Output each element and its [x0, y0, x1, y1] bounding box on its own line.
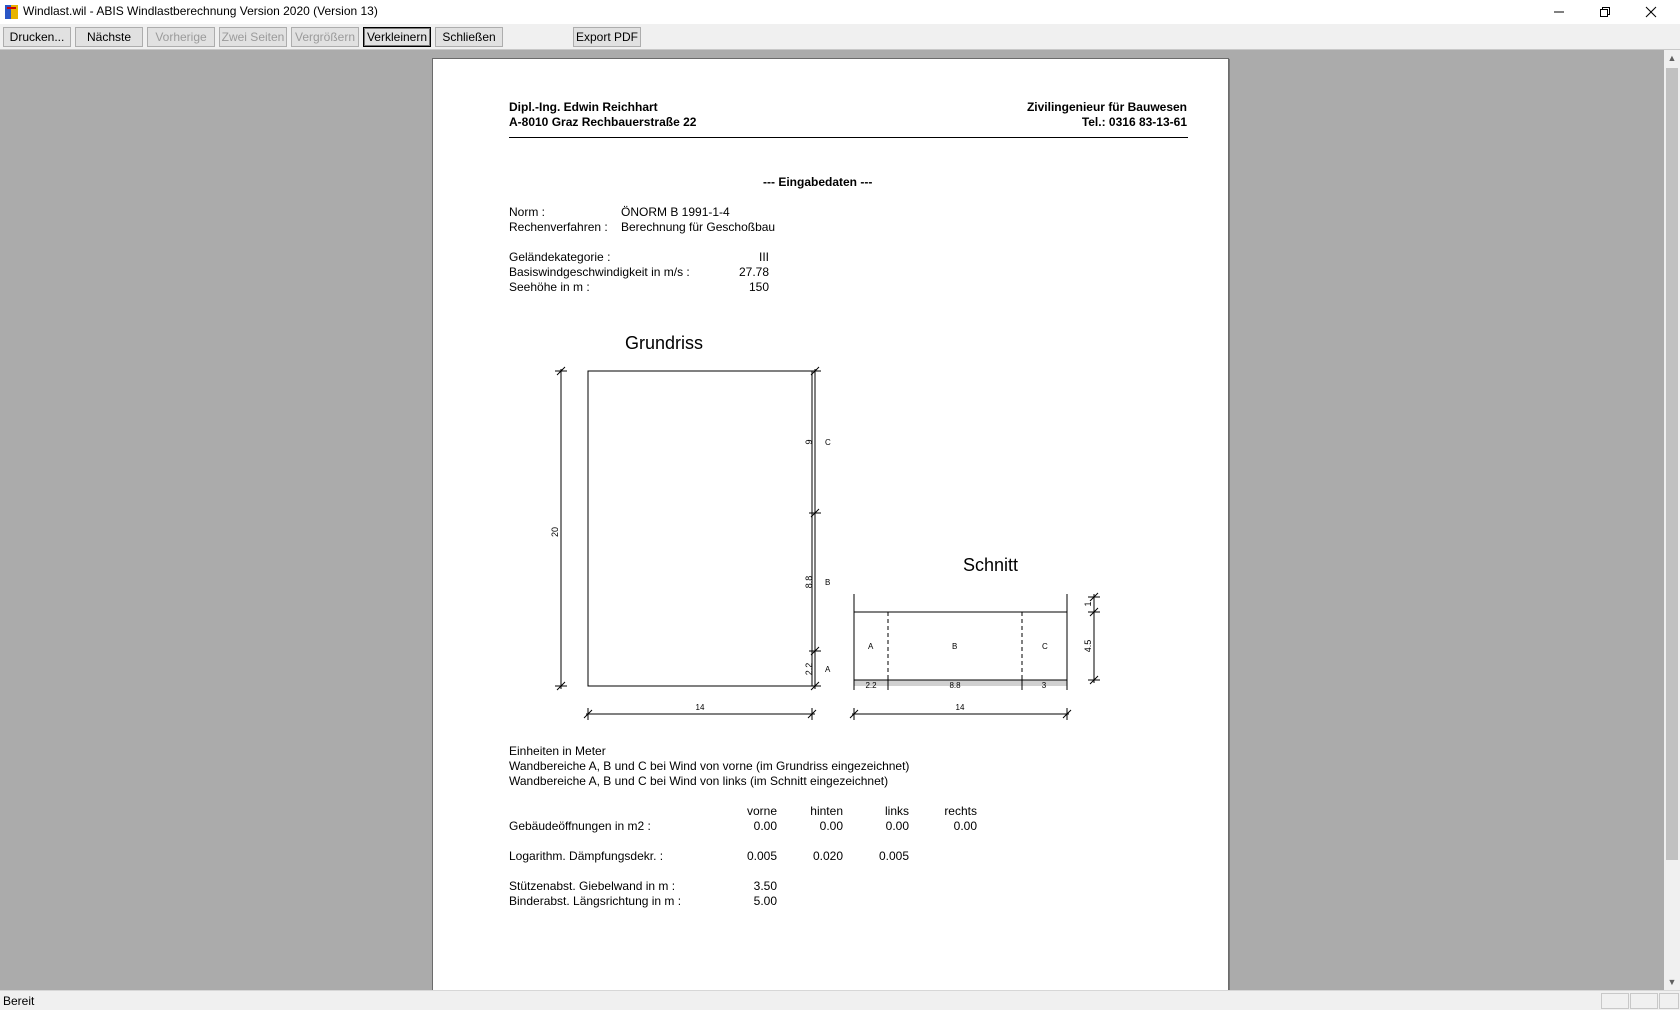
close-icon [1645, 6, 1657, 18]
schnitt-zone-b: B [952, 642, 958, 651]
preview-toolbar [0, 24, 1680, 50]
grundriss-drawing [555, 367, 821, 720]
schnitt-width-label: 14 [955, 703, 965, 712]
cell-openings-hinten: 0.00 [819, 819, 843, 833]
section-title: --- Eingabedaten --- [763, 175, 873, 189]
col-header-links: links [884, 804, 909, 818]
cell-column-spacing: 3.50 [753, 879, 777, 893]
row-label-truss-spacing: Binderabst. Längsrichtung in m : [509, 894, 682, 908]
method-label: Rechenverfahren : [509, 220, 608, 234]
cell-openings-vorne: 0.00 [753, 819, 777, 833]
note-front: Wandbereiche A, B und C bei Wind von vorne (im Grundriss eingezeichnet) [509, 759, 910, 773]
status-bar [0, 990, 1680, 1010]
grundriss-dim-b: 8.8 [804, 575, 814, 589]
terrain-label: Geländekategorie : [509, 250, 611, 264]
scroll-down-icon[interactable]: ▼ [1667, 977, 1677, 987]
cell-openings-rechts: 0.00 [953, 819, 977, 833]
col-header-rechts: rechts [944, 804, 977, 818]
schnitt-dim-c: 3 [1041, 681, 1047, 690]
app-icon [5, 4, 19, 20]
cell-damping-vorne: 0.005 [746, 849, 777, 863]
restore-button[interactable] [1582, 0, 1628, 24]
window-title: Windlast.wil - ABIS Windlastberechnung Version 2020 (Version 13) [23, 4, 378, 18]
minimize-button[interactable] [1536, 0, 1582, 24]
header-profession: Zivilingenieur für Bauwesen [1026, 100, 1187, 114]
minimize-icon [1553, 6, 1565, 18]
status-panel-3 [1659, 993, 1679, 1009]
grundriss-zone-a: A [825, 665, 831, 674]
row-label-damping: Logarithm. Dämpfungsdekr. : [509, 849, 664, 863]
grundriss-height-label: 20 [550, 526, 560, 538]
drawings [433, 59, 1230, 759]
method-value: Berechnung für Geschoßbau [621, 220, 776, 234]
two-pages-button[interactable]: Zwei Seiten [219, 27, 287, 47]
header-address: A-8010 Graz Rechbauerstraße 22 [509, 115, 697, 129]
header-phone: Tel.: 0316 83-13-61 [1081, 115, 1187, 129]
note-units: Einheiten in Meter [509, 744, 606, 758]
schnitt-roof-label: 1 [1083, 601, 1093, 607]
schnitt-title: Schnitt [963, 555, 1019, 575]
wind-label: Basiswindgeschwindigkeit in m/s : [509, 265, 690, 279]
grundriss-dim-c: 9 [804, 439, 814, 445]
terrain-value: III [758, 250, 769, 264]
grundriss-outline [588, 371, 812, 686]
vertical-scrollbar[interactable] [1664, 50, 1680, 990]
col-header-hinten: hinten [810, 804, 843, 818]
row-label-openings: Gebäudeöffnungen in m2 : [509, 819, 651, 833]
grundriss-title: Grundriss [625, 333, 704, 353]
cell-damping-links: 0.005 [878, 849, 909, 863]
restore-icon [1599, 6, 1611, 18]
cell-openings-links: 0.00 [885, 819, 909, 833]
header-name: Dipl.-Ing. Edwin Reichhart [509, 100, 658, 114]
schnitt-dim-a: 2.2 [865, 681, 877, 690]
col-header-vorne: vorne [746, 804, 777, 818]
title-bar [0, 0, 1680, 24]
status-panel-2 [1630, 993, 1658, 1009]
grundriss-width-label: 14 [695, 703, 705, 712]
schnitt-dim-b: 8.8 [949, 681, 961, 690]
altitude-label: Seehöhe in m : [509, 280, 590, 294]
zoom-in-button[interactable]: Vergrößern [291, 27, 359, 47]
grundriss-zone-c: C [825, 438, 831, 447]
cell-damping-hinten: 0.020 [812, 849, 843, 863]
close-preview-button[interactable]: Schließen [435, 27, 503, 47]
cell-truss-spacing: 5.00 [753, 894, 777, 908]
close-window-button[interactable] [1628, 0, 1674, 24]
grundriss-dim-a: 2.2 [804, 662, 814, 676]
status-text: Bereit [3, 994, 35, 1008]
wind-value: 27.78 [738, 265, 769, 279]
report-page [432, 58, 1229, 990]
norm-value: ÖNORM B 1991-1-4 [621, 205, 730, 219]
zoom-out-button[interactable]: Verkleinern [363, 27, 431, 47]
row-label-column-spacing: Stützenabst. Giebelwand in m : [509, 879, 676, 893]
grundriss-zone-b: B [825, 578, 831, 587]
print-button[interactable]: Drucken... [3, 27, 71, 47]
previous-page-button[interactable]: Vorherige [147, 27, 215, 47]
schnitt-zone-c: C [1042, 642, 1048, 651]
schnitt-zone-a: A [868, 642, 874, 651]
note-left: Wandbereiche A, B und C bei Wind von links (im Schnitt eingezeichnet) [509, 774, 889, 788]
scrollbar-thumb[interactable] [1666, 68, 1678, 860]
altitude-value: 150 [748, 280, 769, 294]
schnitt-drawing [850, 593, 1100, 720]
norm-label: Norm : [509, 205, 545, 219]
schnitt-height-label: 4.5 [1083, 639, 1093, 653]
status-panel-1 [1601, 993, 1629, 1009]
scroll-up-icon[interactable]: ▲ [1667, 53, 1677, 63]
export-pdf-button[interactable]: Export PDF [573, 27, 641, 47]
preview-area [0, 50, 1664, 990]
next-page-button[interactable]: Nächste [75, 27, 143, 47]
